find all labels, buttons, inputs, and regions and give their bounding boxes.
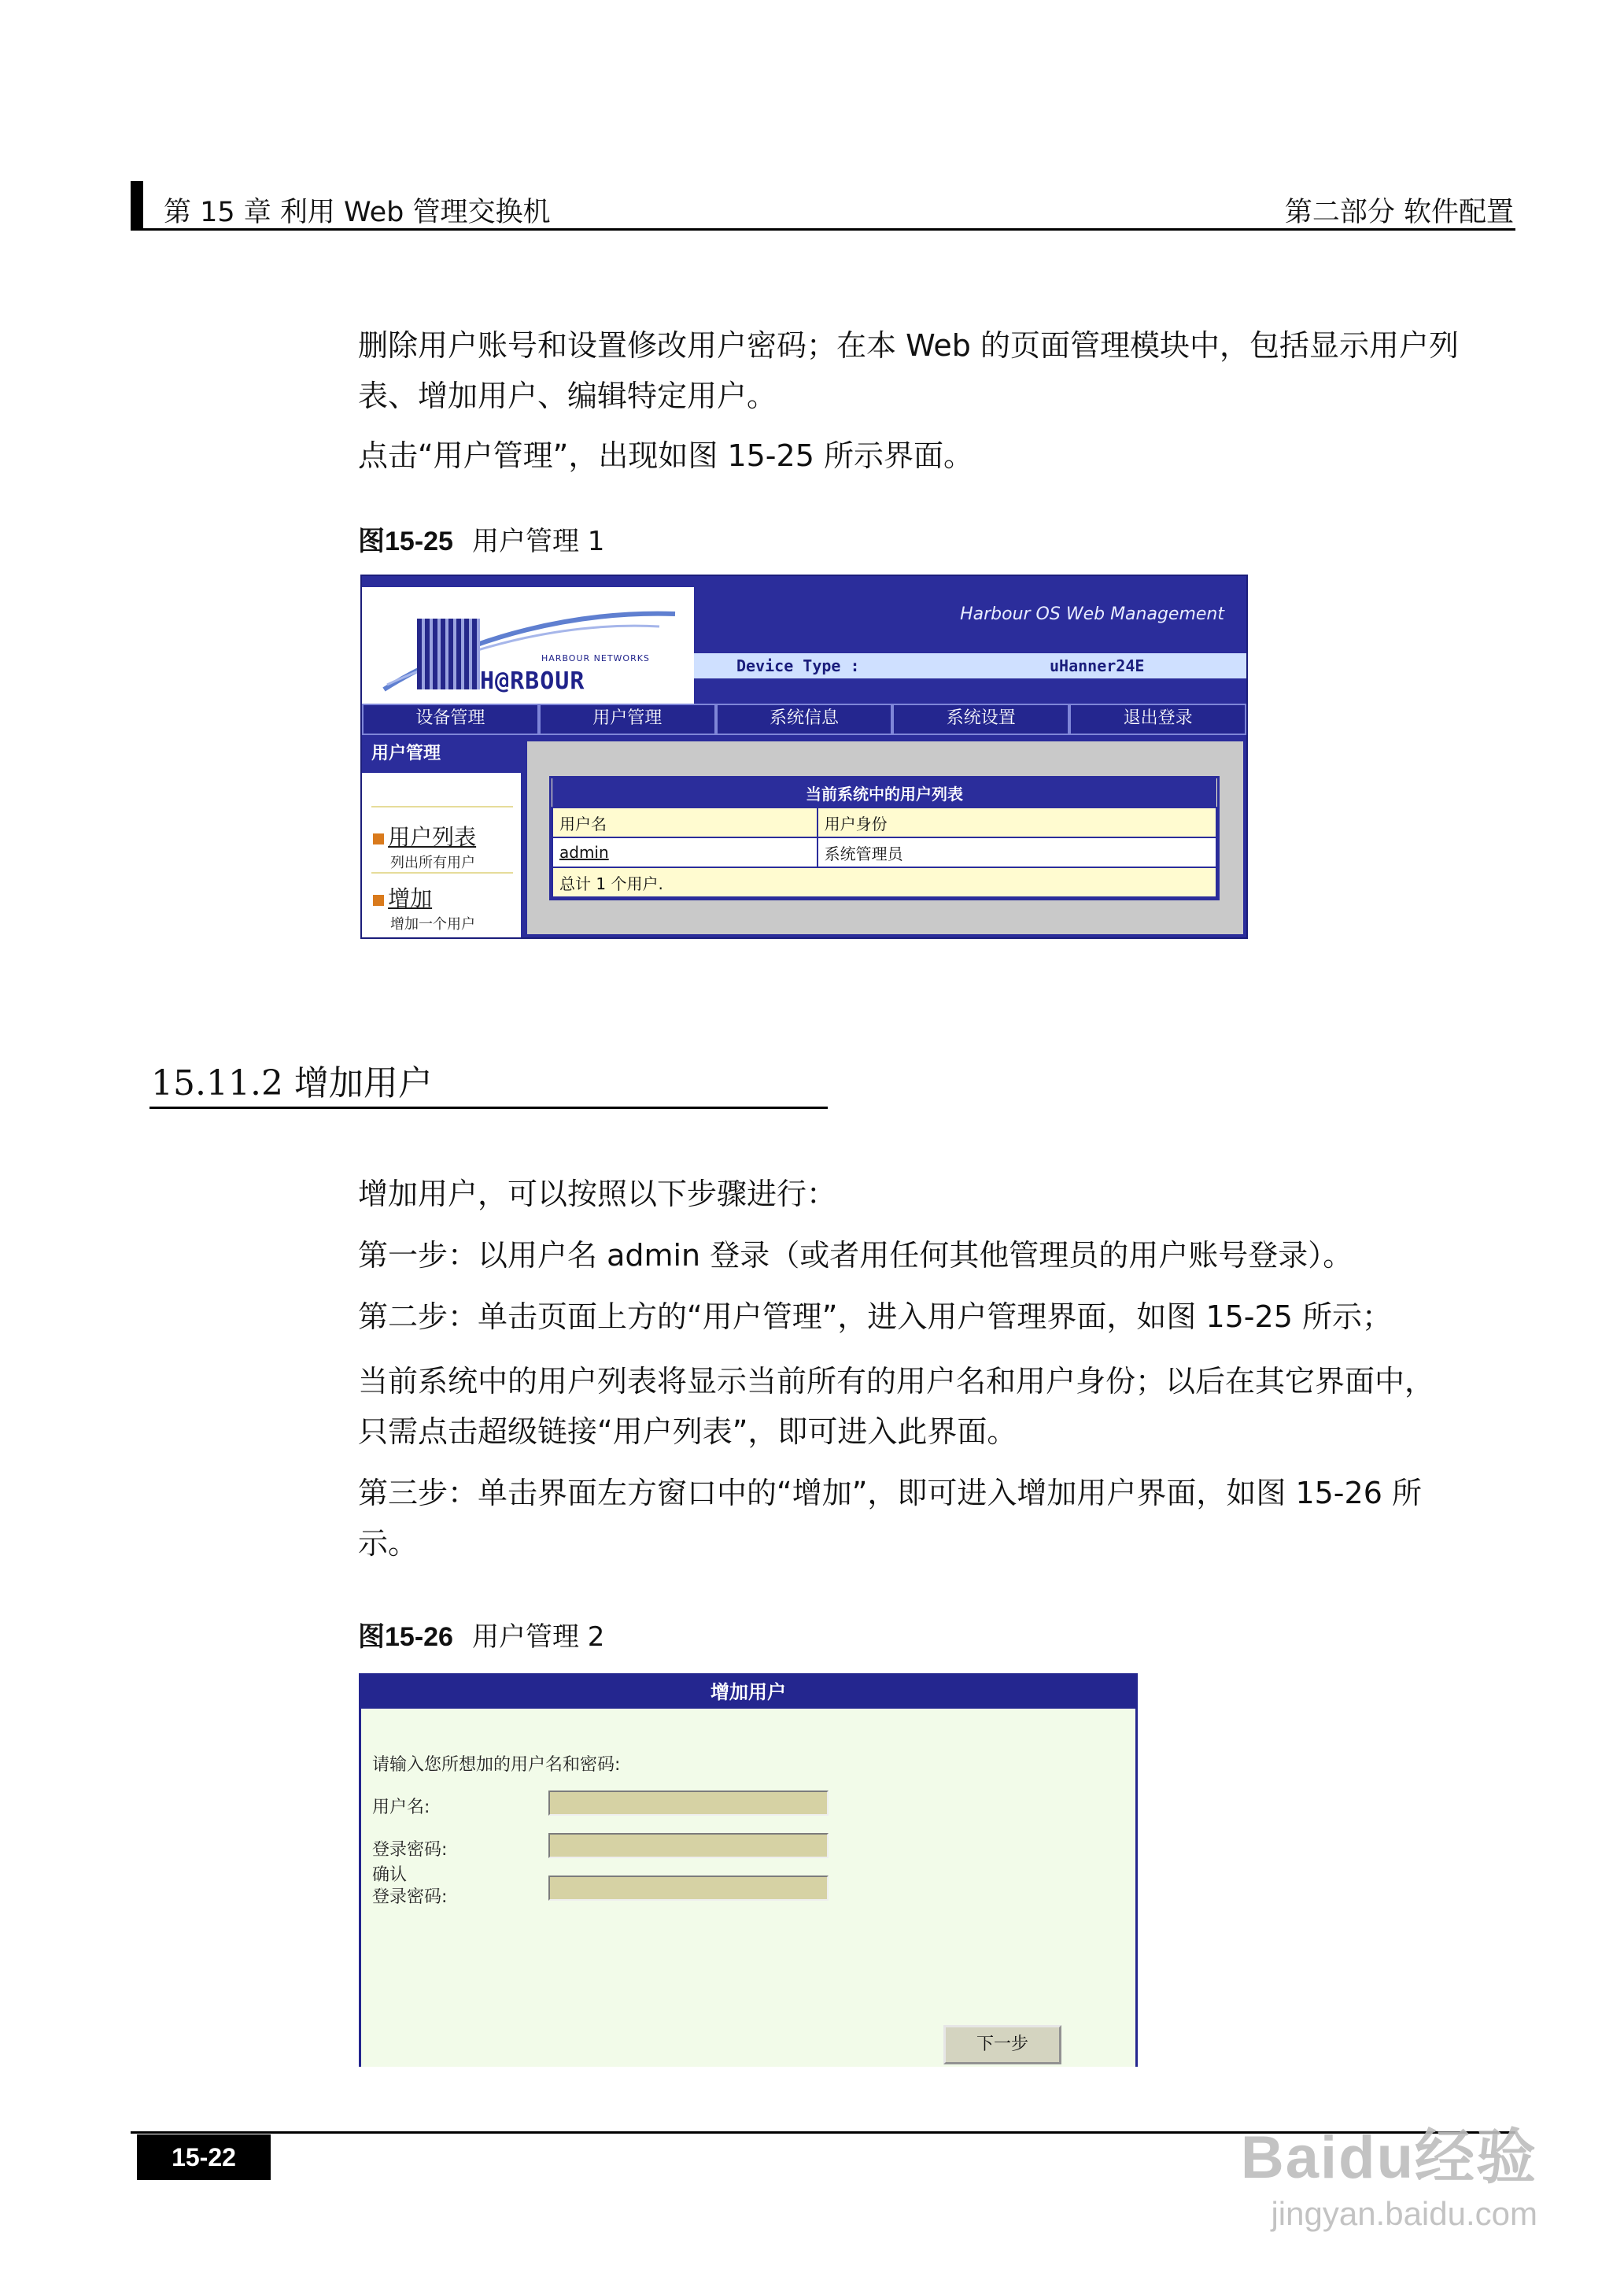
watermark-main: Baidu经验 (1240, 2124, 1537, 2191)
header-rule (131, 228, 1515, 231)
user-list-desc: 列出所有用户 (390, 855, 475, 871)
nav-user-mgmt[interactable]: 用户管理 (539, 704, 716, 735)
logo-h-icon (417, 619, 480, 689)
device-bar (694, 653, 1246, 678)
password-label: 登录密码: (372, 1840, 448, 1860)
nav-system-info[interactable]: 系统信息 (716, 704, 893, 735)
figure1-caption (358, 519, 604, 558)
body-line-4: 当前系统中的用户列表将显示当前所有的用户名和用户身份；以后在其它界面中， (358, 1364, 1435, 1399)
user-list-link[interactable]: 用户列表 (388, 824, 477, 850)
sidebar-divider (371, 872, 513, 874)
page-number: 15-22 (137, 2134, 271, 2180)
user-table-title: 当前系统中的用户列表 (552, 778, 1216, 808)
add-user-title: 增加用户 (361, 1676, 1135, 1709)
logo-panel (362, 587, 694, 705)
figure2-screenshot (359, 1673, 1138, 2067)
user-table (549, 776, 1220, 900)
figure1-number: 图15-25 (358, 527, 453, 556)
device-type-value: uHanner24E (1050, 656, 1145, 675)
col-header-role: 用户身份 (818, 808, 1216, 837)
confirm-label-line1: 确认 (372, 1865, 408, 1885)
col-header-username: 用户名 (552, 808, 818, 837)
figure2-caption (358, 1615, 604, 1654)
next-step-button[interactable]: 下一步 (943, 2025, 1061, 2064)
sidebar-divider (371, 806, 513, 808)
top-nav (362, 704, 1246, 735)
sidebar (362, 735, 521, 937)
add-user-desc: 增加一个用户 (390, 916, 475, 933)
chapter-title: 第 15 章 利用 Web 管理交换机 (164, 197, 551, 228)
body-line-2: 第一步：以用户名 admin 登录（或者用任何其他管理员的用户账号登录）。 (358, 1238, 1353, 1273)
username-label: 用户名: (372, 1798, 430, 1817)
content-area (527, 741, 1243, 934)
body-line-7: 示。 (358, 1526, 419, 1561)
add-user-prompt: 请输入您所想加的用户名和密码: (372, 1755, 621, 1775)
table-total: 总计 1 个用户. (552, 867, 1216, 897)
confirm-password-label (372, 1864, 447, 1909)
intro-line-3: 点击“用户管理”，出现如图 15-25 所示界面。 (358, 438, 973, 473)
watermark (1241, 2109, 1537, 2233)
intro-line-1: 删除用户账号和设置修改用户密码；在本 Web 的页面管理模块中，包括显示用户列 (358, 328, 1460, 363)
figure1-screenshot (360, 575, 1248, 939)
body-line-6: 第三步：单击界面左方窗口中的“增加”，即可进入增加用户界面，如图 15-26 所 (358, 1476, 1422, 1510)
section-title: 15.11.2 增加用户 (151, 1063, 433, 1103)
nav-system-settings[interactable]: 系统设置 (892, 704, 1069, 735)
intro-line-2: 表、增加用户、编辑特定用户。 (358, 379, 777, 413)
cell-username[interactable]: admin (552, 837, 818, 867)
add-user-link[interactable]: 增加 (388, 885, 433, 911)
section-rule (149, 1107, 828, 1109)
nav-logout[interactable]: 退出登录 (1069, 704, 1246, 735)
bullet-icon (373, 895, 384, 906)
part-title: 第二部分 软件配置 (1284, 197, 1514, 228)
figure2-number: 图15-26 (358, 1622, 453, 1652)
password-input[interactable] (548, 1833, 829, 1858)
confirm-label-line2: 登录密码: (372, 1887, 448, 1907)
device-type-label: Device Type : (736, 656, 860, 675)
body-line-5: 只需点击超级链接“用户列表”，即可进入此界面。 (358, 1414, 1017, 1449)
logo-small-text: HARBOUR NETWORKS (541, 653, 650, 663)
sidebar-title: 用户管理 (362, 735, 521, 773)
figure2-title: 用户管理 2 (471, 1621, 605, 1653)
body-line-3: 第二步：单击页面上方的“用户管理”，进入用户管理界面，如图 15-25 所示； (358, 1299, 1392, 1334)
body-line-1: 增加用户，可以按照以下步骤进行： (358, 1177, 837, 1211)
header-bar (131, 181, 143, 230)
username-input[interactable] (548, 1791, 829, 1816)
brand-title: Harbour OS Web Management (960, 604, 1224, 624)
watermark-url: jingyan.baidu.com (1271, 2195, 1537, 2232)
logo-text: H@RBOUR (480, 667, 585, 695)
cell-role: 系统管理员 (818, 837, 1216, 867)
sidebar-item-add[interactable] (373, 881, 475, 933)
nav-device-mgmt[interactable]: 设备管理 (362, 704, 539, 735)
sidebar-item-user-list[interactable] (373, 820, 476, 872)
figure1-title: 用户管理 1 (471, 526, 605, 557)
confirm-password-input[interactable] (548, 1876, 829, 1901)
bullet-icon (373, 833, 384, 844)
